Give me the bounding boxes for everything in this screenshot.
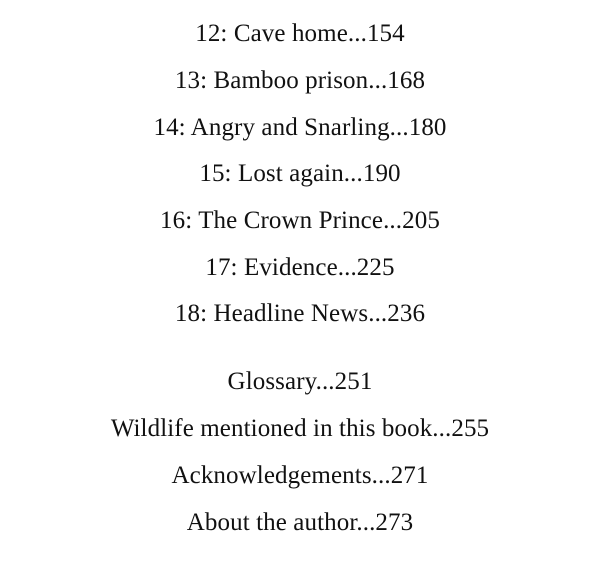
toc-entry-chapter-16: 16: The Crown Prince...205 (160, 207, 440, 234)
toc-entry-chapter-15: 15: Lost again...190 (199, 160, 401, 187)
toc-entry-acknowledgements: Acknowledgements...271 (171, 462, 429, 489)
toc-entry-chapter-14: 14: Angry and Snarling...180 (153, 114, 447, 141)
toc-entry-chapter-12: 12: Cave home...154 (195, 20, 405, 47)
toc-entry-about-author: About the author...273 (186, 509, 414, 536)
toc-entry-wildlife: Wildlife mentioned in this book...255 (110, 415, 490, 442)
toc-entry-chapter-18: 18: Headline News...236 (174, 300, 426, 327)
toc-entry-chapter-13: 13: Bamboo prison...168 (174, 67, 426, 94)
toc-entry-chapter-17: 17: Evidence...225 (205, 254, 395, 281)
toc-entry-glossary: Glossary...251 (227, 368, 373, 395)
